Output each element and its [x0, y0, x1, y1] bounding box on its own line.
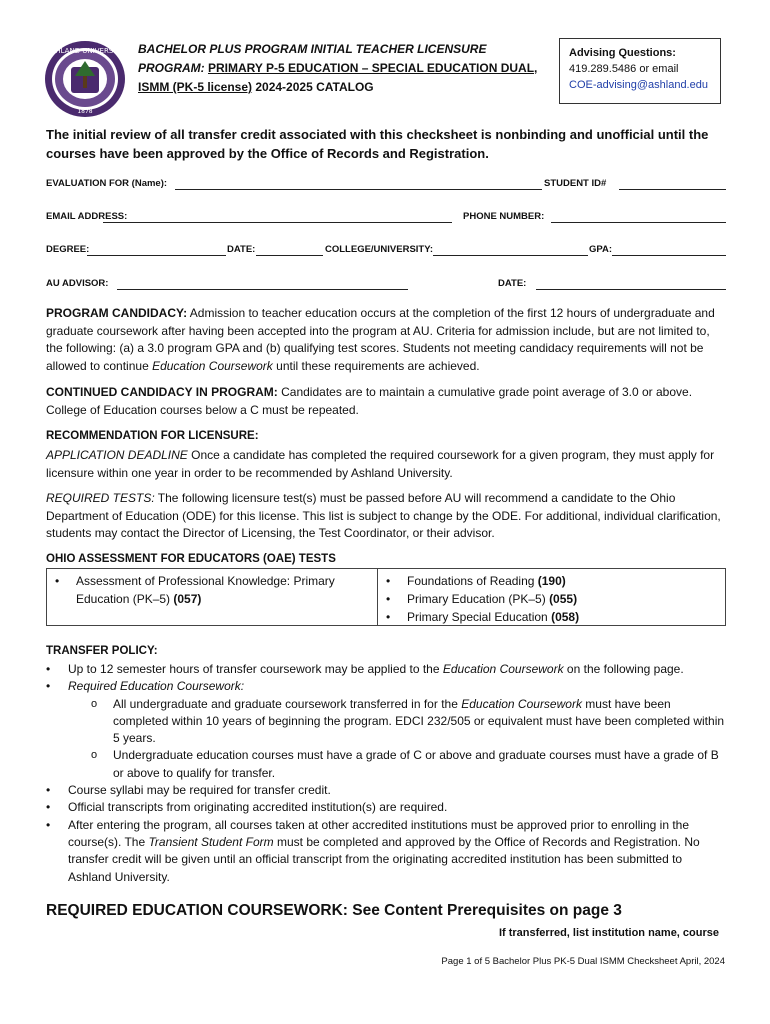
oae-left-list	[47, 572, 377, 608]
deadline-label: APPLICATION DEADLINE	[46, 448, 188, 462]
email-label: EMAIL ADDRESS:	[46, 211, 128, 222]
program-candidacy-text-end: until these requirements are achieved.	[272, 358, 480, 373]
transfer-subitem-text-end: must have been completed within 10 years of beginning the program. EDCI 232/505 or equivalent must have been completed within 5 years.	[113, 696, 725, 746]
evaluation-name-field[interactable]	[175, 189, 542, 190]
program-candidacy-text: Admission to teacher education occurs at the completion of the first 12 hours of undergraduate and graduate coursework after having been accepted into the program at AU. Criteria for admission include, but are not limited to, the following: (a) a 3.0 program GPA and (b) qualifying test scores. Students not meeting candidacy requirements will not be allowed to continue	[46, 306, 715, 373]
required-coursework-heading: REQUIRED EDUCATION COURSEWORK: See Content Prerequisites on page 3	[46, 902, 622, 919]
title-program-name: PRIMARY P-5 EDUCATION – SPECIAL EDUCATION DUAL, ISMM (PK-5 license)	[138, 61, 538, 94]
continued-candidacy-label: CONTINUED CANDIDACY IN PROGRAM:	[46, 385, 278, 399]
oae-test-name: Assessment of Professional Knowledge: Primary Education (PK–5)	[76, 574, 335, 606]
advisor-date-field[interactable]	[536, 289, 726, 290]
advisor-date-label: DATE:	[498, 278, 527, 289]
recommendation-heading: RECOMMENDATION FOR LICENSURE:	[46, 430, 259, 442]
oae-tests-table	[46, 568, 726, 626]
required-tests-label: REQUIRED TESTS:	[46, 491, 155, 505]
transfer-subitem: o Undergraduate education courses must have a grade of C or above and graduate courses must have a grade of B or above to qualify for transfer.	[46, 747, 728, 782]
transfer-policy-list	[46, 661, 728, 886]
deadline-text: Once a candidate has completed the required coursework for a given program, they must apply for licensure within one year in order to be recommended by Ashland University.	[46, 448, 715, 480]
oae-test-name: Primary Education (PK–5)	[407, 592, 550, 606]
transfer-item-text-end: must be completed and approved by the Office of Records and Registration. No transfer credit will be given until an official transcript from the originating accredited institution has been submitted to Ashland University.	[68, 834, 700, 884]
seal-text: ASHLAND UNIVERSITY	[46, 47, 124, 55]
oae-test-code: (190)	[537, 574, 566, 588]
oae-test-name: Primary Special Education	[407, 610, 552, 624]
transfer-item-text: After entering the program, all courses taken at other accredited institutions must be approved prior to enrolling in the course(s). The	[68, 817, 690, 849]
application-deadline	[46, 447, 728, 482]
transfer-item: • Course syllabi may be required for transfer credit.	[46, 782, 728, 799]
transfer-item	[46, 661, 728, 678]
program-candidacy	[46, 305, 728, 375]
advising-email-link[interactable]: COE-advising@ashland.edu	[569, 79, 708, 91]
date-label: DATE:	[227, 244, 256, 255]
oae-heading: OHIO ASSESSMENT FOR EDUCATORS (OAE) TESTS	[46, 553, 336, 565]
required-tests-text: The following licensure test(s) must be passed before AU will recommend a candidate to the Ohio Department of Education (ODE) for this license. This list is subject to change by the ODE. For additional, individual clarification, students may contact the Director of Licensing, the Test Coordinator, or their advisor.	[46, 491, 721, 540]
phone-label: PHONE NUMBER:	[463, 211, 545, 222]
ashland-university-seal	[44, 40, 126, 118]
transfer-item-text-end: on the following page.	[563, 662, 684, 676]
evaluation-name-label: EVALUATION FOR (Name):	[46, 178, 168, 189]
oae-test-item	[378, 572, 725, 590]
gpa-field[interactable]	[612, 255, 726, 256]
student-id-label: STUDENT ID#	[544, 178, 607, 189]
program-title	[138, 40, 538, 97]
program-candidacy-italic: Education Coursework	[152, 358, 273, 373]
form-row-advisor	[46, 278, 726, 292]
transfer-item	[46, 678, 728, 695]
form-row-name	[46, 178, 726, 192]
transfer-subitem-text: All undergraduate and graduate coursework transferred in for the	[113, 696, 462, 711]
oae-right-column	[378, 569, 725, 625]
degree-field[interactable]	[87, 255, 226, 256]
form-row-email	[46, 211, 726, 225]
advising-heading: Advising Questions:	[569, 47, 676, 59]
required-tests	[46, 490, 728, 543]
title-prefix: PROGRAM:	[138, 61, 208, 75]
advising-phone: 419.289.5486 or email	[569, 63, 679, 75]
transfer-item-italic: Education Coursework	[442, 662, 564, 676]
form-row-degree	[46, 244, 726, 258]
advisor-field[interactable]	[117, 289, 408, 290]
oae-test-item	[47, 572, 377, 608]
email-field[interactable]	[103, 222, 452, 223]
degree-label: DEGREE:	[46, 244, 90, 255]
advisor-label: AU ADVISOR:	[46, 278, 109, 289]
transfer-item	[46, 817, 728, 886]
page-footer: Page 1 of 5 Bachelor Plus PK-5 Dual ISMM Checksheet April, 2024	[441, 956, 725, 967]
date-field[interactable]	[256, 255, 323, 256]
required-coursework-subheading: If transferred, list institution name, course	[498, 927, 719, 939]
transfer-subitem-italic: Education Coursework	[461, 696, 582, 711]
oae-test-code: (055)	[549, 592, 578, 606]
transfer-policy-heading: TRANSFER POLICY:	[46, 645, 158, 657]
oae-test-item	[378, 608, 725, 626]
title-line-1: BACHELOR PLUS PROGRAM INITIAL TEACHER LICENSURE	[138, 42, 487, 56]
continued-candidacy-text: Candidates are to maintain a cumulative grade point average of 3.0 or above. College of Education courses below a C must be repeated.	[46, 385, 693, 417]
transfer-item: • Official transcripts from originating accredited institution(s) are required.	[46, 799, 728, 816]
college-label: COLLEGE/UNIVERSITY:	[325, 244, 434, 255]
phone-field[interactable]	[551, 222, 726, 223]
oae-right-list	[378, 572, 725, 626]
oae-test-code: (057)	[173, 592, 202, 606]
gpa-label: GPA:	[589, 244, 613, 255]
transfer-subitem	[46, 696, 728, 748]
advising-box	[559, 38, 721, 104]
transfer-item-text: Up to 12 semester hours of transfer coursework may be applied to the	[68, 662, 443, 676]
program-candidacy-label: PROGRAM CANDIDACY:	[46, 306, 188, 320]
student-id-field[interactable]	[619, 189, 726, 190]
continued-candidacy	[46, 384, 728, 419]
title-catalog: 2024-2025 CATALOG	[252, 80, 374, 94]
transfer-item-italic: Required Education Coursework:	[68, 679, 245, 694]
oae-test-item	[378, 590, 725, 608]
intro-disclaimer: The initial review of all transfer credit associated with this checksheet is nonbinding and unofficial until the courses have been approved by the Office of Records and Registration.	[46, 127, 709, 161]
oae-left-column	[47, 569, 378, 625]
oae-test-code: (058)	[551, 610, 580, 624]
oae-test-name: Foundations of Reading	[407, 574, 538, 588]
college-field[interactable]	[433, 255, 588, 256]
seal-year: 1878	[77, 108, 93, 115]
transient-student-form-link: Transient Student Form	[148, 834, 274, 849]
